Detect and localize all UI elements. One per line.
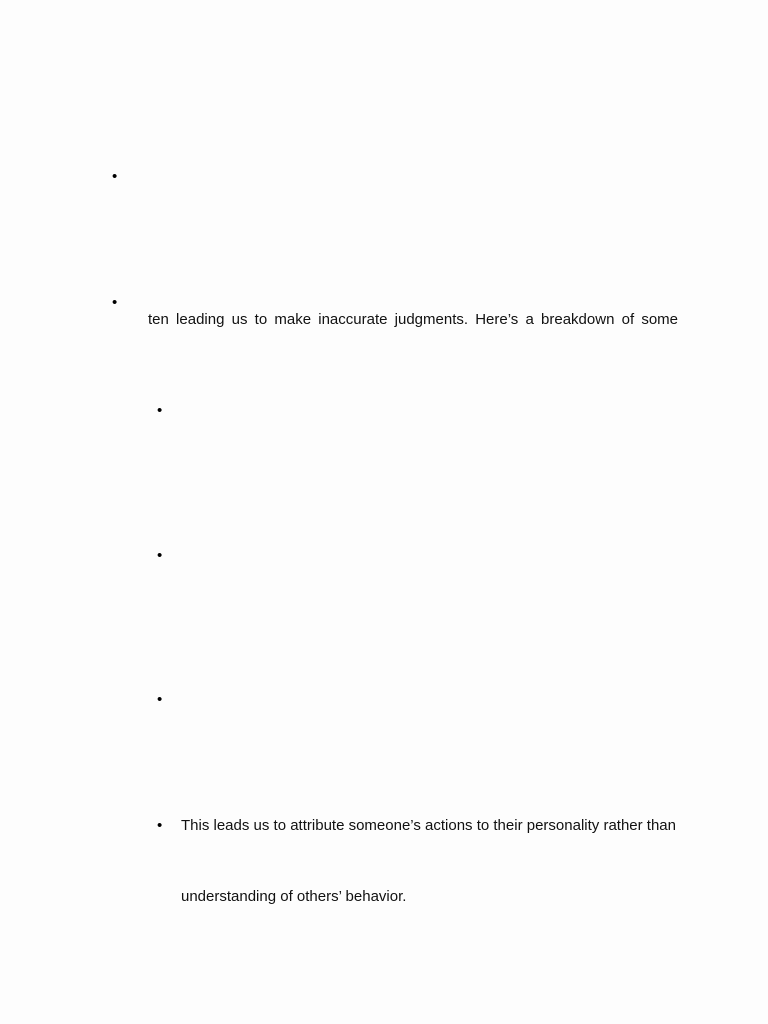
list-bullet: • [157,402,163,419]
list-bullet: • [112,168,118,185]
list-bullet: • [112,294,118,311]
list-bullet: • [157,817,163,834]
list-item-text: This leads us to attribute someone’s actions to their personality rather than [181,817,676,834]
list-item-text: ten leading us to make inaccurate judgments. Here’s a breakdown of some [148,311,678,328]
list-bullet: • [157,691,163,708]
list-bullet: • [157,547,163,564]
list-item-continuation: understanding of others’ behavior. [181,888,407,905]
